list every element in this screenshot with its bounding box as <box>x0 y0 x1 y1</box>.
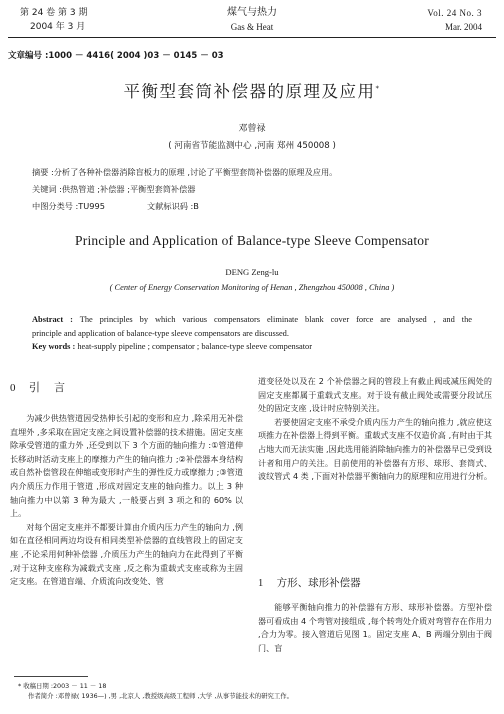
abstract-cn: 摘要 :分析了各种补偿器消除盲板力的原理 ,讨论了平衡型套筒补偿器的原理及应用。 <box>32 167 338 177</box>
header-date-en: Mar. 2004 <box>445 22 482 32</box>
header-date: 2004 年 3 月 <box>30 22 86 32</box>
section-0-number: 0 <box>10 382 16 394</box>
left-paragraph-1: 为减少供热管道因受热伸长引起的变形和应力 ,除采用无补偿直埋外 ,多采取在固定支座之间设置补偿器的技术措施。固定支座除承受管道的重力外 ,还受到以下 3 个方面的轴向推力 :①管道伸长移动时活动支座上的摩擦力产生的轴向推力 ;②补偿器本身结构或自然补偿管段在伸缩或变形时产生的弹性反力或摩擦力 ;③管道内介质压力作用于管道 ,形成对固定支座的轴向推力。以上 3 种轴向推力中以第 3 种为最大 ,一般要占到 3 项之和的 60% 以上。 <box>10 413 243 519</box>
right-paragraph-3: 能够平衡轴向推力的补偿器有方形、球形补偿器。方型补偿器可看成由 4 个弯管对接组成 ,每个转弯处介质对弯管存在作用力 ,合力为零。接入管道后见图 1。固定支座 A、B 两端分别由于阀门、盲 <box>258 602 492 653</box>
affiliation-cn: ( 河南省节能监测中心 ,河南 郑州 450008 ) <box>168 141 336 151</box>
keywords-en-label: Key words : <box>32 342 76 351</box>
author-cn: 邓曾禄 <box>238 124 266 134</box>
section-0-heading <box>10 379 65 395</box>
abstract-en <box>32 313 472 354</box>
title-cn <box>0 78 504 102</box>
header-volume-issue-en: Vol. 24 No. 3 <box>427 8 482 18</box>
left-paragraph-2: 对每个固定支座并不都要计算由介质内压力产生的轴向力 ,例如在直径相同两边均设有相同类型补偿器的直线管段上的固定支座 ,不论采用何种补偿器 ,介质压力产生的轴向力在此得到了平衡 ,对于这种支座称为减载式支座 ,反之称为重载式支座或称为主固定支座。在管道盲端、介质流向改变处、管 <box>10 521 243 587</box>
right-column-text-2 <box>258 601 492 655</box>
footnote-author-bio: 作者简介 :邓曾禄( 1936—) ,男 ,北京人 ,教授级高级工程师 ,大学 ,从事节能技术的研究工作。 <box>28 692 294 700</box>
abstract-en-text1: The principles by which various compensators eliminate blank cover force are analysed , and the <box>79 315 472 324</box>
footnote-rule <box>14 676 88 677</box>
section-0-title: 引 言 <box>29 381 65 394</box>
right-paragraph-2: 若要使固定支座不承受介质内压力产生的轴向推力 ,就应使这项推力在补偿器上得到平衡。重载式支座不仅造价高 ,有时由于其占地大而无法实施 ,因此选用能消除轴向推力的补偿器早已受到设计者和用户的关注。目前使用的补偿器有方形、球形、套筒式、波纹管式 4 类 ,下面对补偿器平衡轴向力的原理和应用进行分析。 <box>258 416 492 482</box>
header-rule <box>8 37 496 38</box>
title-en: Principle and Application of Balance-type Sleeve Compensator <box>75 233 429 248</box>
abstract-en-label: Abstract : <box>32 315 73 324</box>
title-footnote-marker: * <box>375 84 381 93</box>
document-code: 文献标识码 :B <box>147 201 199 211</box>
section-1-title: 方形、球形补偿器 <box>276 577 361 589</box>
keywords-en-text: heat-supply pipeline ; compensator ; balance-type sleeve compensator <box>77 342 313 351</box>
section-1-heading <box>258 575 361 590</box>
header-journal-en: Gas & Heat <box>230 22 274 32</box>
footnote-received: * 收稿日期 :2003 － 11 － 18 <box>18 682 107 690</box>
right-column-text <box>258 375 492 484</box>
left-column-text <box>10 412 243 589</box>
clc-number: 中图分类号 :TU995 <box>32 201 105 211</box>
keywords-en-line <box>32 340 472 354</box>
keywords-cn: 关键词 :供热管道 ;补偿器 ;平衡型套筒补偿器 <box>32 184 196 194</box>
article-number: 文章编号 :1000 － 4416( 2004 )03 － 0145 － 03 <box>8 51 224 61</box>
abstract-en-line2: principle and application of balance-type sleeve compensators are discussed. <box>32 328 289 338</box>
header-journal-cn: 煤气与热力 <box>227 7 277 18</box>
affiliation-en: ( Center of Energy Conservation Monitoring of Henan , Zhengzhou 450008 , China ) <box>109 283 395 292</box>
header-volume-issue: 第 24 卷 第 3 期 <box>20 8 88 18</box>
abstract-en-line1 <box>32 313 472 327</box>
author-en: DENG Zeng-lu <box>225 267 279 277</box>
right-paragraph-1: 道变径处以及在 2 个补偿器之间的管段上有截止阀或减压阀处的固定支座都属于重载式支座。对于设有截止阀处或需要分段试压处的固定支座 ,设计时应特别关注。 <box>258 376 492 414</box>
title-cn-text: 平衡型套筒补偿器的原理及应用 <box>123 82 376 101</box>
section-1-number: 1 <box>258 578 264 589</box>
